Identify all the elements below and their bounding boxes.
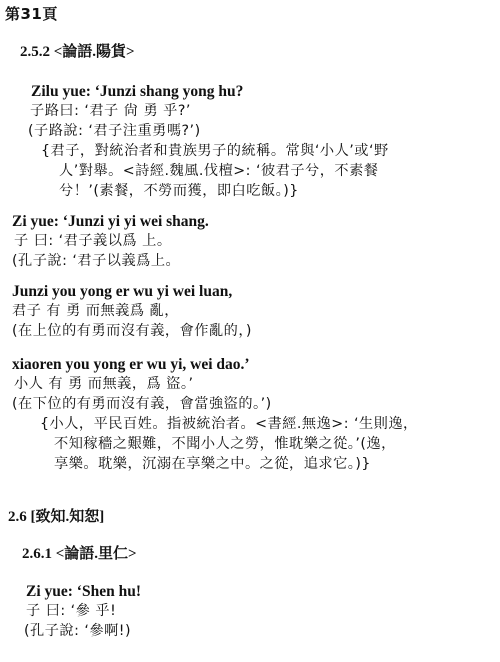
section-heading: 2.6 [致知.知恕] [8, 509, 105, 525]
section-heading: 2.6.1 <論語.里仁> [22, 546, 137, 562]
note-line: 享樂。耽樂，沉溺在享樂之中。之從，追求它。)} [54, 456, 371, 472]
note-line: {君子，對統治者和貴族男子的統稱。常與‘小人’或‘野 [41, 143, 389, 159]
translation-line: (孔子說: ‘君子以義爲上。 [12, 253, 181, 269]
translation-line: (在下位的有勇而沒有義，會當強盜的。’) [12, 396, 272, 412]
pinyin-line: xiaoren you yong er wu yi, wei dao.’ [12, 356, 250, 373]
note-line: 不知稼穡之艱難，不聞小人之勞，惟耽樂之從。’(逸， [54, 436, 396, 452]
chinese-line: 君子 有 勇 而無義爲 亂， [12, 303, 179, 319]
chinese-line: 子路曰: ‘君子 尙 勇 乎?’ [30, 103, 191, 119]
translation-line: (子路說: ‘君子注重勇嗎?’) [28, 123, 201, 139]
translation-line: (在上位的有勇而沒有義，會作亂的，) [12, 323, 252, 339]
translation-line: (孔子說: ‘參啊!) [24, 623, 131, 639]
section-heading: 2.5.2 <論語.陽貨> [20, 44, 135, 60]
note-line: {小人，平民百姓。指被統治者。<書經.無逸>: ‘生則逸， [40, 416, 418, 432]
chinese-line: 子 曰: ‘君子義以爲 上。 [14, 233, 172, 249]
page-header: 第31頁 [5, 5, 58, 23]
note-line: 人’對舉。<詩經.魏風.伐檀>: ‘彼君子兮，不素餐 [59, 163, 379, 179]
pinyin-line: Junzi you yong er wu yi wei luan, [12, 283, 233, 300]
pinyin-line: Zi yue: ‘Shen hu! [26, 583, 141, 600]
pinyin-line: Zi yue: ‘Junzi yi yi wei shang. [12, 213, 209, 230]
chinese-line: 子 曰: ‘參 乎! [26, 603, 117, 619]
chinese-line: 小人 有 勇 而無義，爲 盜。’ [14, 376, 194, 392]
pinyin-line: Zilu yue: ‘Junzi shang yong hu? [31, 83, 244, 100]
note-line: 兮！’(素餐，不勞而獲，即白吃飯。)} [59, 183, 299, 199]
